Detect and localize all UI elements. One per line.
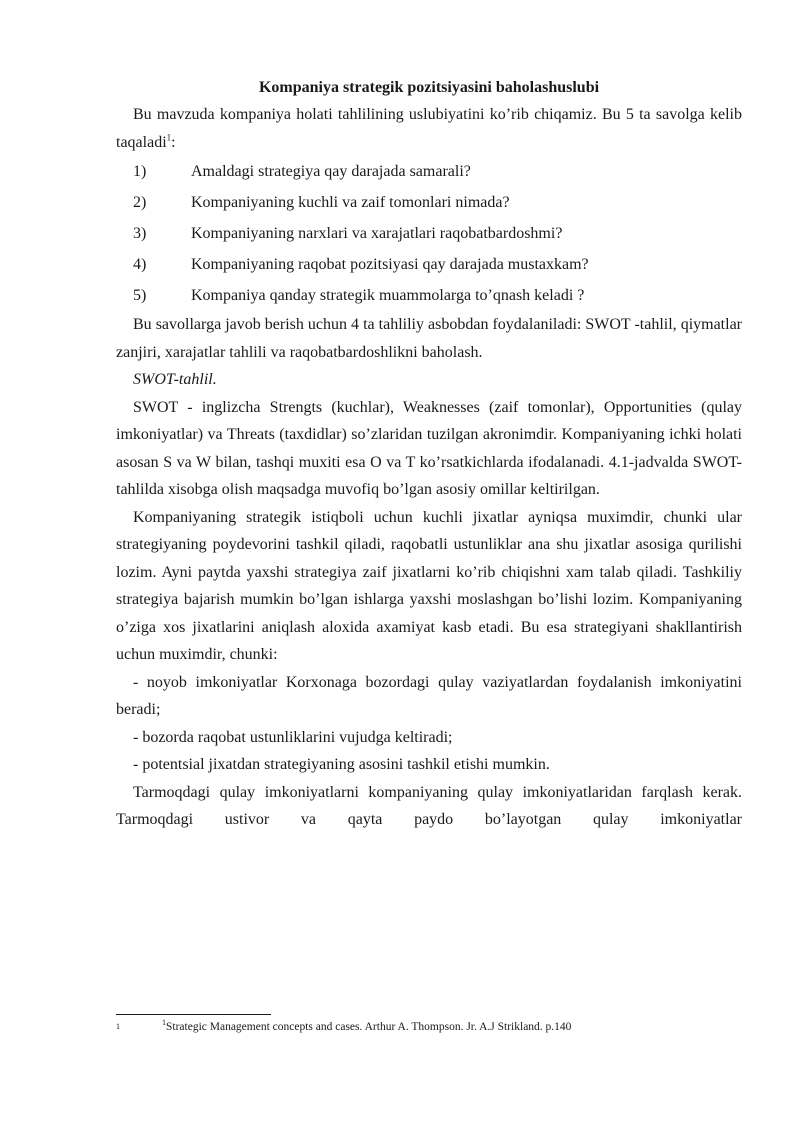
bullet-item: - potentsial jixatdan strategiyaning asosini tashkil etishi mumkin.	[133, 756, 550, 773]
footnote-body	[162, 1020, 571, 1034]
list-item	[116, 156, 742, 187]
intro-paragraph	[116, 101, 742, 156]
questions-list	[116, 156, 742, 311]
intro-end: :	[171, 133, 176, 151]
strengths-paragraph: Kompaniyaning strategik istiqboli uchun kuchli jixatlar ayniqsa muximdir, chunki ular strategiyaning poydevorini tashkil qiladi, raqobatli ustunliklar ana shu jixatlar asosiga qurilishi lozim. Ayni paytda yaxshi strategiya zaif jixatlarni ko’rib chiqishni xam talab qiladi. Tashkiliy strategiya bajarish mumkin bo’lgan ishlarga yaxshi moslashgan bo’lishi lozim. Kompaniyaning o’ziga xos jixatlarini aniqlash aloxida axamiyat kasb etadi. Bu esa strategiyani shakllantirish uchun muximdir, chunki:	[116, 508, 742, 663]
list-item-number: 5)	[133, 287, 147, 304]
swot-heading: SWOT-tahlil.	[133, 371, 217, 388]
bullet-item: - bozorda raqobat ustunliklarini vujudga keltiradi;	[133, 728, 453, 746]
list-item	[116, 280, 742, 311]
list-item-number: 1)	[133, 163, 147, 180]
document-page	[116, 78, 742, 834]
list-item-number: 4)	[133, 256, 147, 273]
footnote-divider	[116, 1014, 271, 1015]
list-item-text: Kompaniyaning raqobat pozitsiyasi qay darajada mustaxkam?	[191, 256, 589, 273]
footnote-ref[interactable]: 1	[166, 132, 172, 143]
list-item-text: Kompaniya qanday strategik muammolarga to’qnash keladi ?	[191, 287, 585, 304]
list-item-number: 3)	[133, 225, 147, 242]
footnote-mark: 1	[116, 1022, 120, 1031]
footnote	[116, 1020, 742, 1034]
list-item-text: Kompaniyaning narxlari va xarajatlari raqobatbardoshmi?	[191, 225, 563, 242]
page-title: Kompaniya strategik pozitsiyasini baholashuslubi	[258, 79, 600, 96]
intro-text: Bu mavzuda kompaniya holati tahlilining uslubiyatini ko’rib chiqamiz. Bu 5 ta savolga kelib taqaladi	[116, 106, 742, 151]
swot-paragraph: SWOT - inglizcha Strengts (kuchlar), Weaknesses (zaif tomonlar), Opportunities (qulay imkoniyatlar) va Threats (taxdidlar) so’zlaridan tuzilgan akronimdir. Kompaniyaning ichki holati asosan S va W bilan, tashqi muxiti esa O va T ko’rsatkichlarda ifodalanadi. 4.1-jadvalda SWOT-tahlilda xisobga olish maqsadga muvofiq bo’lgan asosiy omillar keltirilgan.	[116, 398, 742, 498]
list-item-number: 2)	[133, 194, 147, 211]
list-item	[116, 187, 742, 218]
list-item	[116, 249, 742, 280]
list-item-text: Kompaniyaning kuchli va zaif tomonlari nimada?	[191, 194, 510, 211]
tools-paragraph: Bu savollarga javob berish uchun 4 ta tahliliy asbobdan foydalaniladi: SWOT -tahlil, qiymatlar zanjiri, xarajatlar tahlili va raqobatbardoshlikni baholash.	[116, 316, 742, 361]
footnote-text: Strategic Management concepts and cases. Arthur A. Thompson. Jr. A.J Strikland. p.140	[166, 1021, 572, 1033]
bullet-item: - noyob imkoniyatlar Korxonaga bozordagi qulay vaziyatlardan foydalanish imkoniyatini beradi;	[116, 673, 742, 718]
closing-paragraph: Tarmoqdagi qulay imkoniyatlarni kompaniyaning qulay imkoniyatlaridan farqlash kerak. Tarmoqdagi ustivor va qayta paydo bo’layotgan qulay imkoniyatlar	[116, 783, 742, 828]
list-item-text: Amaldagi strategiya qay darajada samarali?	[191, 163, 471, 180]
list-item	[116, 218, 742, 249]
footnote-inner-mark: 1	[162, 1018, 166, 1028]
